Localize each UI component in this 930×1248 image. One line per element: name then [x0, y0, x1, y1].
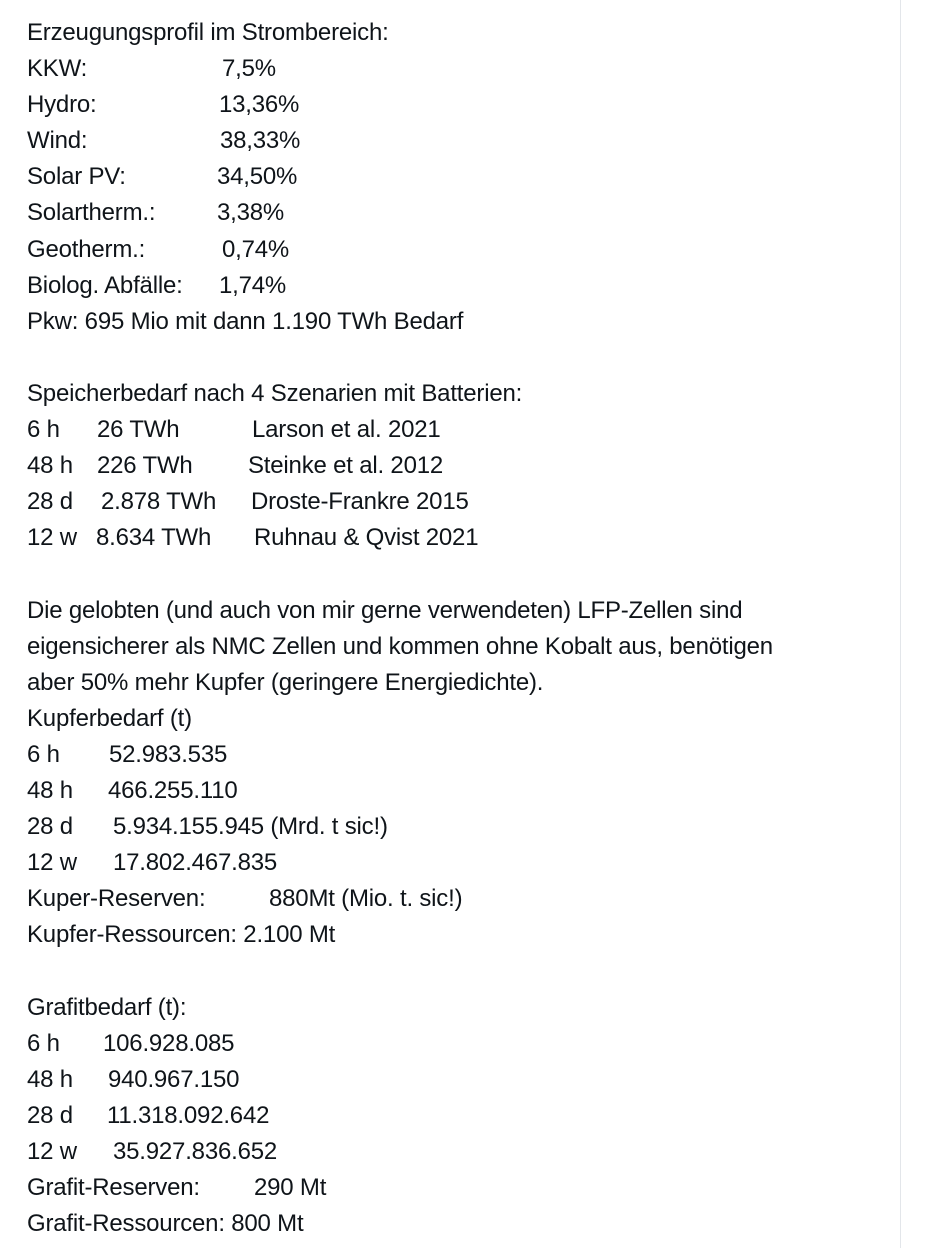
kupfer-row [27, 845, 887, 881]
lfp-paragraph-line: Die gelobten (und auch von mir gerne verwendeten) LFP-Zellen sind [27, 596, 743, 624]
kupfer-reserven-value: 880Mt (Mio. t. sic!) [269, 885, 463, 913]
kupfer-amount: 17.802.467.835 [113, 849, 278, 877]
kupfer-row [27, 809, 887, 845]
speicher-amount: 26 TWh [97, 416, 180, 444]
grafit-ressourcen: Grafit-Ressourcen: 800 Mt [27, 1210, 304, 1238]
grafit-reserven [27, 1170, 887, 1206]
erzeugung-row-wind [27, 123, 887, 159]
grafit-reserven-value: 290 Mt [254, 1174, 327, 1201]
speicher-amount: 226 TWh [97, 452, 193, 480]
speicher-row [27, 520, 887, 556]
kupfer-duration: 6 h [27, 740, 60, 768]
grafit-duration: 48 h [27, 1065, 73, 1093]
erzeugung-row-solar-pv [27, 159, 887, 195]
kupfer-ressourcen: Kupfer-Ressourcen: 2.100 Mt [27, 921, 336, 949]
erzeugung-label: Geotherm.: [27, 235, 146, 263]
grafit-amount: 940.967.150 [108, 1065, 240, 1093]
speicher-source: Droste-Frankre 2015 [251, 488, 469, 516]
kupfer-reserven-label: Kuper-Reserven: [27, 885, 206, 913]
kupfer-duration: 48 h [27, 776, 73, 804]
kupfer-amount: 5.934.155.945 (Mrd. t sic!) [113, 813, 388, 841]
grafit-amount: 35.927.836.652 [113, 1137, 278, 1165]
kupfer-duration: 12 w [27, 849, 77, 877]
timeline-divider [900, 0, 901, 1248]
erzeugung-label: Hydro: [27, 91, 97, 119]
speicher-duration: 12 w [27, 524, 77, 552]
kupfer-heading: Kupferbedarf (t) [27, 704, 192, 732]
erzeugung-row-geotherm [27, 232, 887, 268]
speicher-amount: 2.878 TWh [101, 488, 217, 516]
speicher-source: Larson et al. 2021 [252, 416, 441, 444]
erzeugung-label: Biolog. Abfälle: [27, 271, 183, 299]
grafit-heading: Grafitbedarf (t): [27, 993, 187, 1021]
grafit-reserven-label: Grafit-Reserven: [27, 1174, 200, 1201]
speicher-row [27, 484, 887, 520]
grafit-duration: 28 d [27, 1101, 73, 1129]
grafit-row [27, 1026, 887, 1062]
speicher-source: Ruhnau & Qvist 2021 [254, 524, 479, 552]
kupfer-amount: 466.255.110 [108, 776, 238, 804]
grafit-amount: 11.318.092.642 [107, 1101, 270, 1129]
erzeugung-label: Solar PV: [27, 163, 126, 191]
grafit-amount: 106.928.085 [103, 1029, 235, 1057]
kupfer-row [27, 737, 887, 773]
kupfer-amount: 52.983.535 [109, 740, 228, 768]
grafit-row [27, 1134, 887, 1170]
grafit-row [27, 1062, 887, 1098]
lfp-paragraph-line: aber 50% mehr Kupfer (geringere Energiedichte). [27, 668, 544, 696]
grafit-row [27, 1098, 887, 1134]
erzeugung-value: 13,36% [219, 91, 300, 119]
erzeugung-value: 38,33% [220, 127, 301, 155]
erzeugung-value: 34,50% [217, 163, 298, 191]
erzeugung-value: 0,74% [222, 235, 290, 263]
paragraph-gap [27, 556, 887, 592]
erzeugung-label: KKW: [27, 55, 88, 83]
speicher-heading: Speicherbedarf nach 4 Szenarien mit Batterien: [27, 379, 523, 407]
erzeugung-row-solartherm [27, 195, 887, 231]
speicher-duration: 6 h [27, 416, 60, 444]
erzeugung-heading: Erzeugungsprofil im Strombereich: [27, 19, 389, 46]
erzeugung-label: Solartherm.: [27, 199, 156, 227]
grafit-duration: 12 w [27, 1137, 77, 1165]
erzeugung-value: 3,38% [217, 199, 285, 227]
speicher-source: Steinke et al. 2012 [248, 452, 444, 480]
erzeugung-row-biolog [27, 268, 887, 304]
erzeugung-row-hydro [27, 87, 887, 123]
post-text [27, 15, 887, 1242]
speicher-row [27, 412, 887, 448]
pkw-line: Pkw: 695 Mio mit dann 1.190 TWh Bedarf [27, 307, 464, 335]
erzeugung-row-kkw [27, 51, 887, 87]
paragraph-gap [27, 953, 887, 989]
lfp-paragraph-line: eigensicherer als NMC Zellen und kommen ohne Kobalt aus, benötigen [27, 632, 773, 660]
speicher-duration: 28 d [27, 488, 73, 516]
speicher-row [27, 448, 887, 484]
speicher-amount: 8.634 TWh [96, 524, 212, 552]
erzeugung-value: 7,5% [222, 55, 276, 83]
paragraph-gap [27, 340, 887, 376]
speicher-duration: 48 h [27, 452, 73, 480]
erzeugung-value: 1,74% [219, 271, 287, 299]
kupfer-duration: 28 d [27, 813, 73, 841]
kupfer-row [27, 773, 887, 809]
kupfer-reserven [27, 881, 887, 917]
erzeugung-label: Wind: [27, 127, 88, 155]
grafit-duration: 6 h [27, 1029, 60, 1057]
